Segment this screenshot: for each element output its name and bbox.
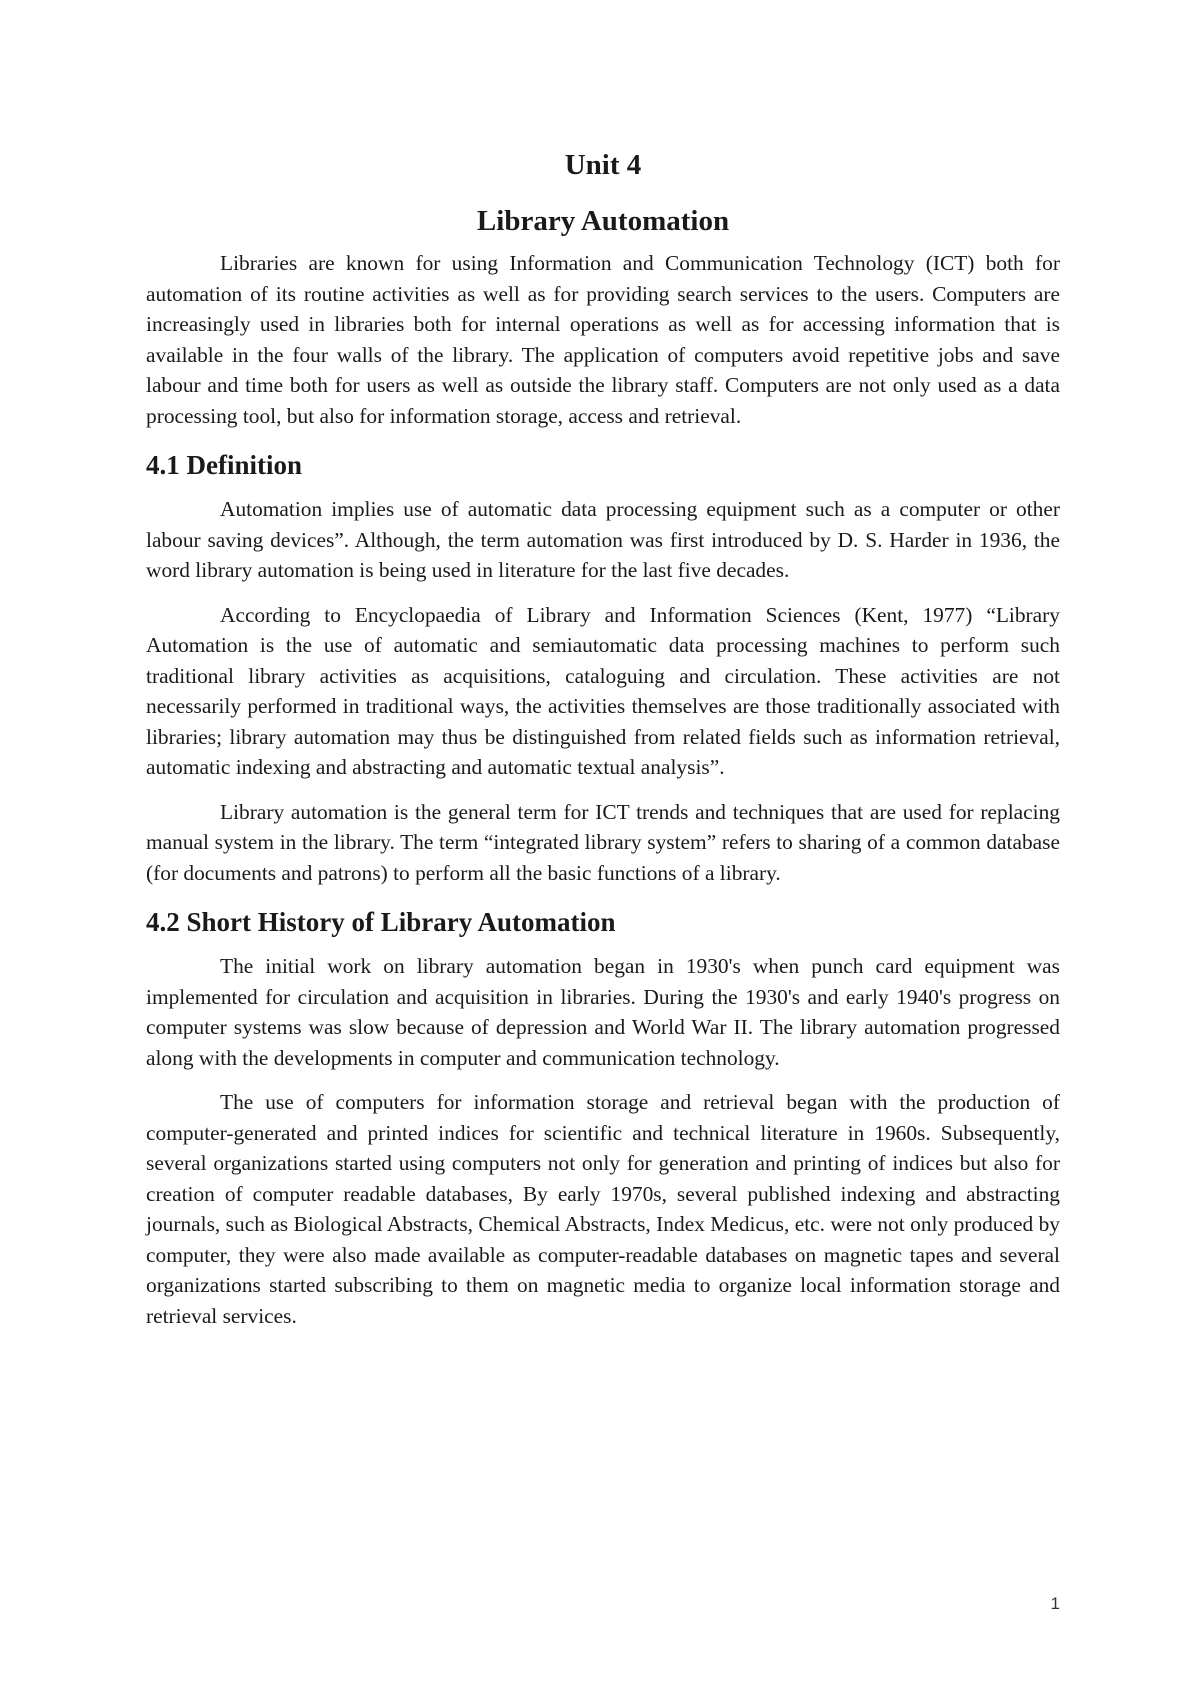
definition-paragraph-2: According to Encyclopaedia of Library and Information Sciences (Kent, 1977) “Library Automation is the use of automatic and semiautomatic data processing machines to perform such traditional library activities as acquisitions, cataloguing and circulation. These activities are not necessarily performed in traditional ways, the activities themselves are those traditionally associated with libraries; library automation may thus be distinguished from related fields such as information retrieval, automatic indexing and abstracting and automatic textual analysis”. (146, 602, 1060, 779)
chapter-title: Library Automation (476, 205, 730, 237)
history-paragraph-2: The use of computers for information storage and retrieval began with the production of computer-generated and printed indices for scientific and technical literature in 1960s. Subsequently, several organizations started using computers not only for generation and printing of indices but also for creation of computer readable databases, By early 1970s, several published indexing and abstracting journals, such as Biological Abstracts, Chemical Abstracts, Index Medicus, etc. were not only produced by computer, they were also made available as computer-readable databases on magnetic tapes and several organizations started subscribing to them on magnetic media to organize local information storage and retrieval services. (146, 1090, 1060, 1328)
unit-title: Unit 4 (564, 149, 642, 181)
definition-paragraph-1: Automation implies use of automatic data processing equipment such as a computer or other labour saving devices”. Although, the term automation was first introduced by D. S. Harder in 1936, the word library automation is being used in literature for the last five decades. (146, 497, 1060, 582)
page-number: 1 (1050, 1594, 1060, 1613)
document-page (146, 140, 1060, 1331)
section-heading-definition: 4.1 Definition (146, 450, 303, 480)
definition-paragraph-3: Library automation is the general term for ICT trends and techniques that are used for replacing manual system in the library. The term “integrated library system” refers to sharing of a common database (for documents and patrons) to perform all the basic functions of a library. (146, 799, 1060, 885)
history-paragraph-1: The initial work on library automation began in 1930's when punch card equipment was implemented for circulation and acquisition in libraries. During the 1930's and early 1940's progress on computer systems was slow because of depression and World War II. The library automation progressed along with the developments in computer and communication technology. (146, 954, 1060, 1070)
intro-paragraph: Libraries are known for using Information and Communication Technology (ICT) both for automation of its routine activities as well as for providing search services to the users. Computers are increasingly used in libraries both for internal operations as well as for accessing information that is available in the four walls of the library. The application of computers avoid repetitive jobs and save labour and time both for users as well as outside the library staff. Computers are not only used as a data processing tool, but also for information storage, access and retrieval. (146, 251, 1060, 428)
section-heading-history: 4.2 Short History of Library Automation (146, 907, 616, 937)
